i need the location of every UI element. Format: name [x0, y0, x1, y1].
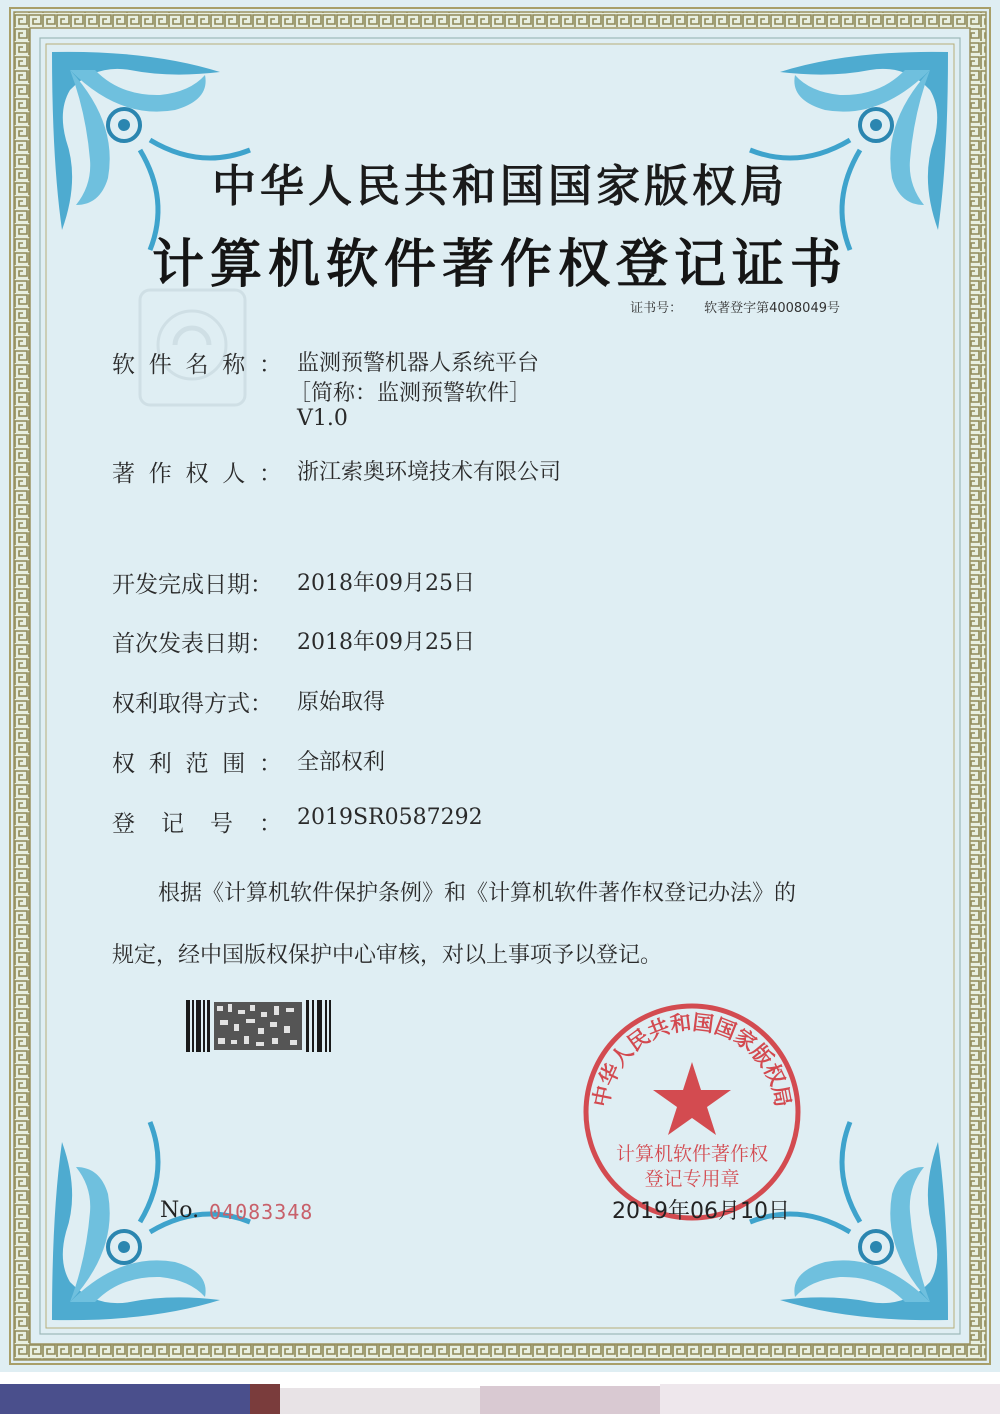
- software-short-name: ［简称：监测预警软件］: [289, 381, 532, 406]
- software-version: V1.0: [297, 406, 348, 431]
- certificate-number-label: 证书号：: [630, 301, 683, 316]
- issue-date: 2019年06月10日: [612, 1199, 790, 1224]
- rights-scope-label: 权 利 范 围 ：: [112, 751, 282, 777]
- completion-date-value: 2018年09月25日: [297, 571, 475, 596]
- seal-star-icon: [653, 1062, 731, 1135]
- rights-acquisition-value: 原始取得: [297, 690, 386, 715]
- rights-scope-value: 全部权利: [297, 750, 386, 775]
- seal-line-1: 计算机软件著作权: [615, 1143, 769, 1165]
- certificate-number-value: 软著登字第4008049号: [704, 301, 840, 316]
- legal-basis-line-1: 根据《计算机软件保护条例》和《计算机软件著作权登记办法》的: [158, 881, 797, 906]
- copyright-owner-label: 著 作 权 人 ：: [112, 461, 282, 487]
- document-title: 计算机软件著作权登记证书: [151, 234, 848, 295]
- serial-label: No.: [160, 1198, 200, 1223]
- official-seal: [580, 1000, 804, 1224]
- rights-acquisition-label: 权利取得方式：: [112, 691, 273, 717]
- software-name-value: 监测预警机器人系统平台: [297, 351, 540, 376]
- registration-number-label: 登 记 号 ：: [112, 811, 282, 837]
- certificate-number: [630, 297, 840, 316]
- barcode: [186, 1000, 331, 1052]
- first-publish-date-value: 2018年09月25日: [297, 630, 475, 655]
- bottom-edge-strip: [0, 1378, 1000, 1414]
- legal-basis-line-2: 规定，经中国版权保护中心审核，对以上事项予以登记。: [112, 943, 663, 968]
- seal-line-2: 登记专用章: [644, 1168, 740, 1190]
- serial-number: 04083348: [209, 1200, 314, 1224]
- issuer-title: 中华人民共和国国家版权局: [212, 161, 788, 212]
- first-publish-date-label: 首次发表日期：: [112, 631, 273, 657]
- seal-ring-text: 中华人民共和国国家版权局: [588, 1010, 796, 1109]
- registration-number-value: 2019SR0587292: [297, 805, 483, 830]
- copyright-owner-value: 浙江索奥环境技术有限公司: [297, 460, 562, 485]
- software-name-label: 软 件 名 称 ：: [112, 352, 282, 378]
- completion-date-label: 开发完成日期：: [112, 572, 273, 598]
